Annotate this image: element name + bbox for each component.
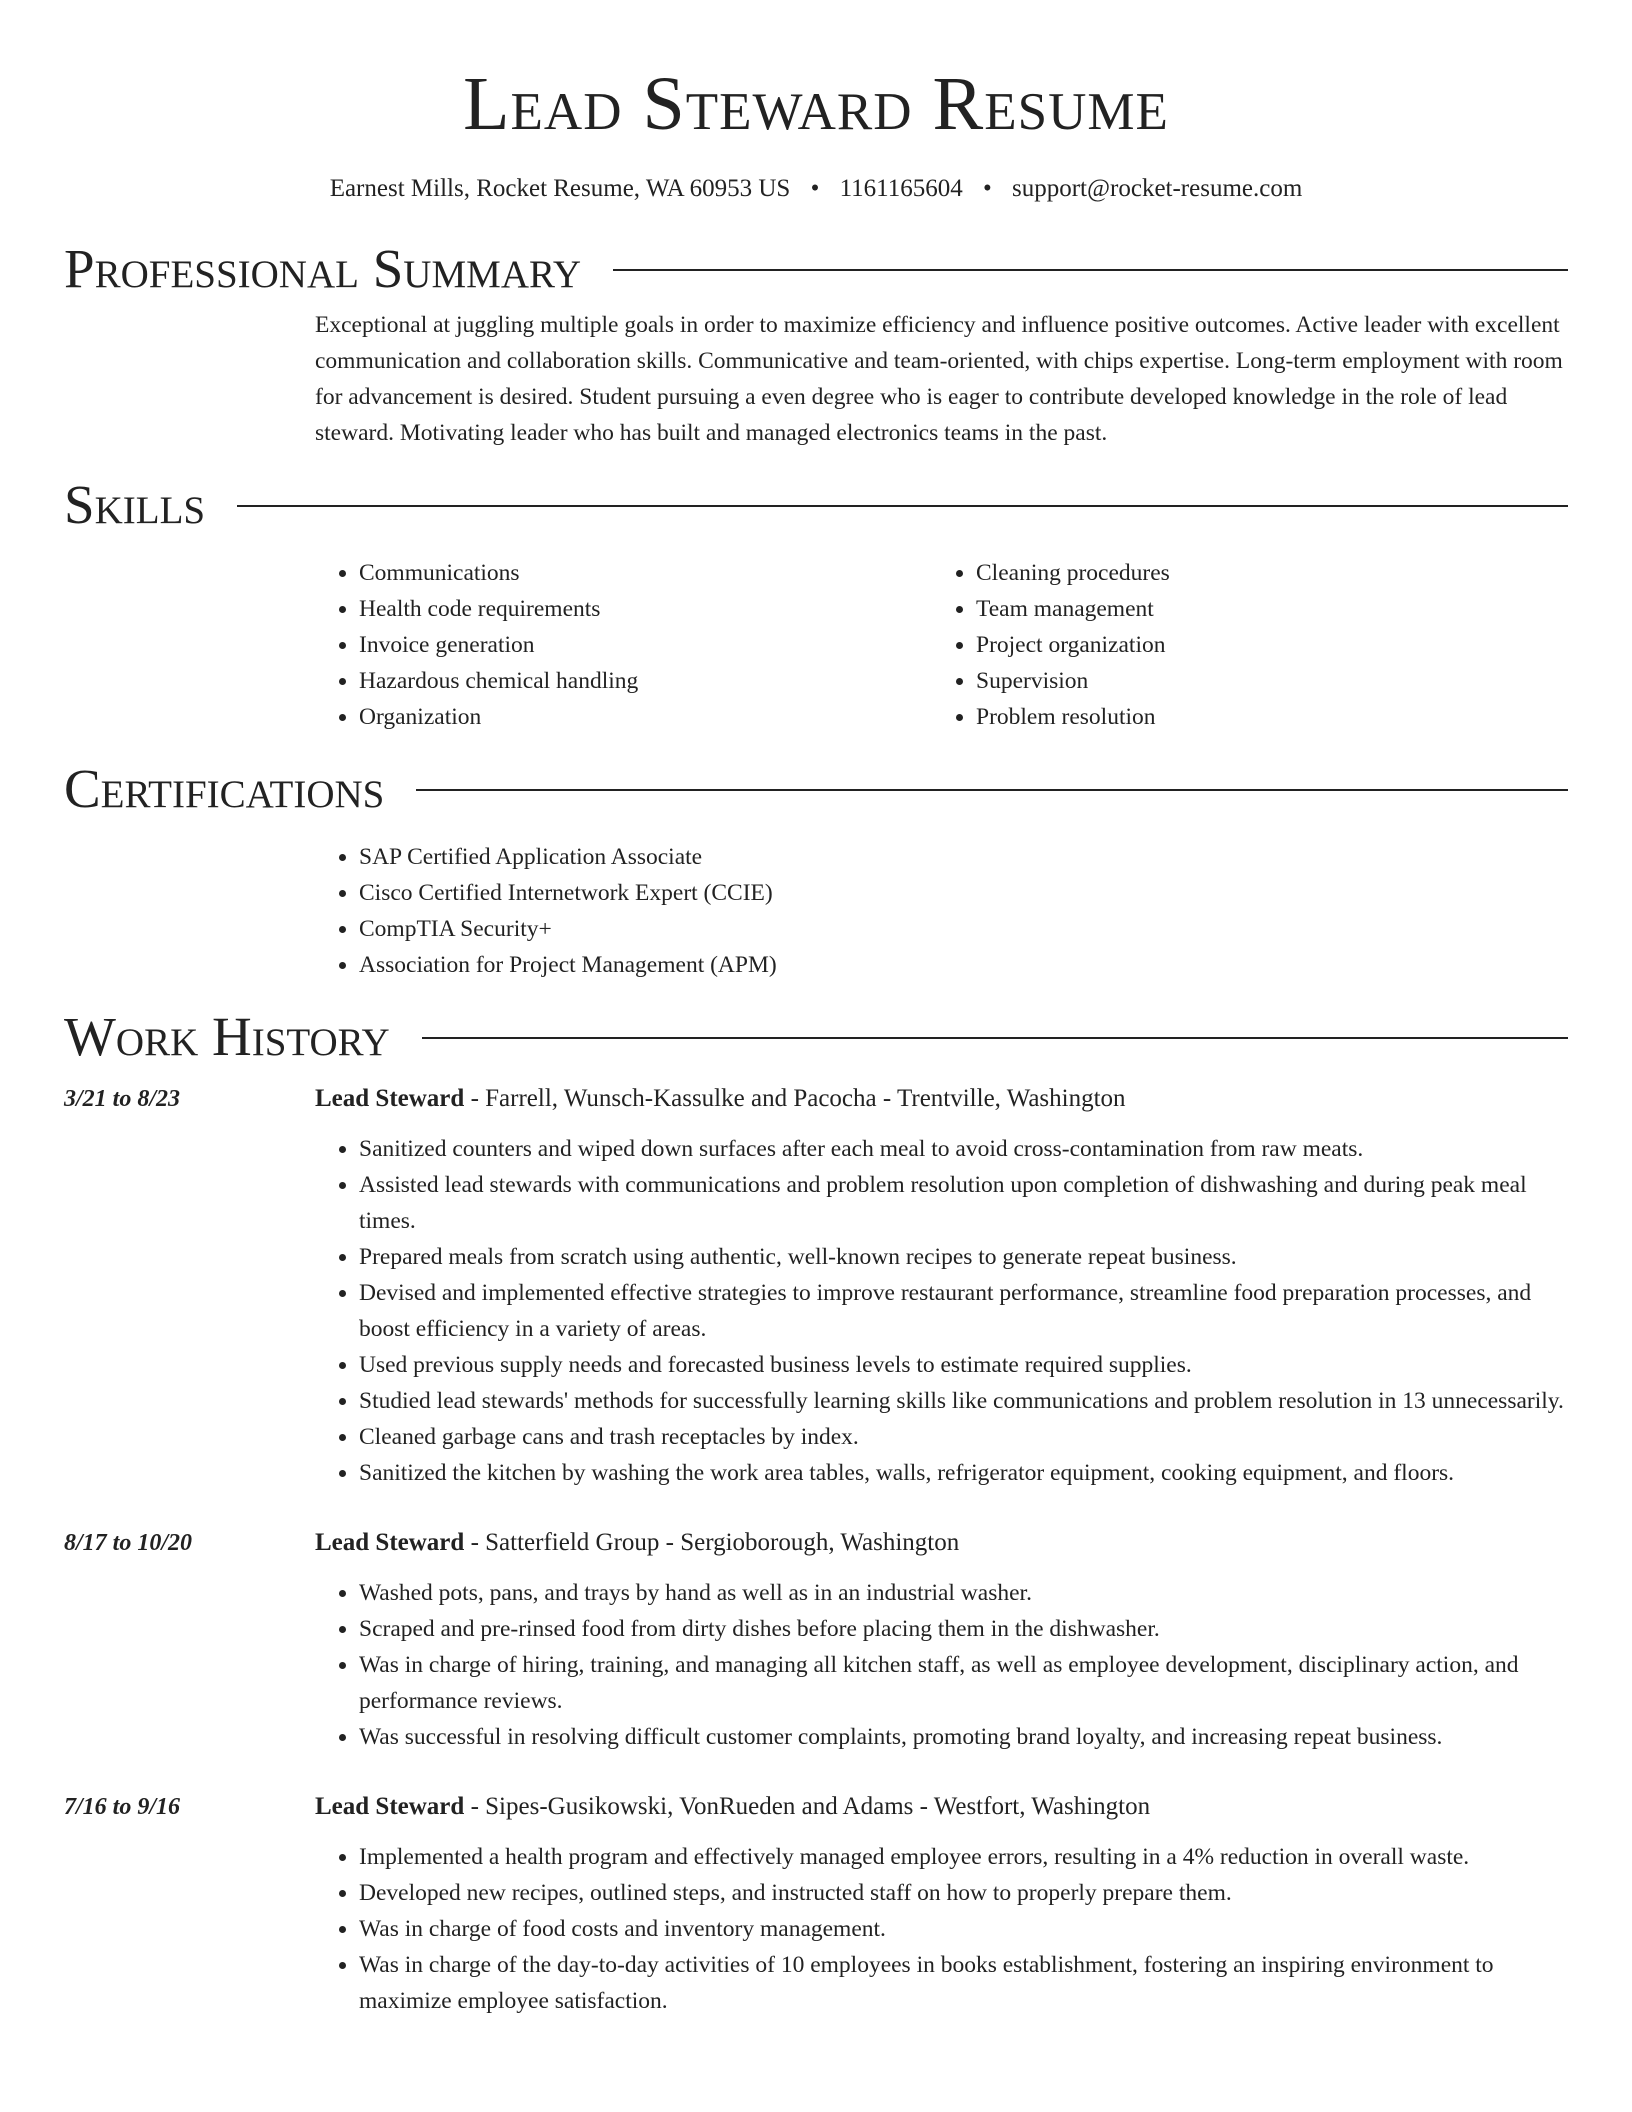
certifications-heading: Certifications bbox=[64, 758, 385, 819]
job-entry bbox=[64, 1525, 1568, 1755]
job-bullet: • Developed new recipes, outlined steps, and instructed staff on how to properly prepare them. bbox=[359, 1875, 1568, 1911]
contact-separator: • bbox=[810, 175, 820, 202]
job-details: - Satterfield Group - Sergioborough, Washington bbox=[464, 1529, 960, 1556]
job-heading bbox=[315, 1789, 1568, 1825]
job-entry bbox=[64, 1081, 1568, 1491]
job-bullet: • Was in charge of the day-to-day activities of 10 employees in books establishment, fostering an inspiring environment to maximize employee satisfaction. bbox=[359, 1947, 1568, 2019]
summary-text: Exceptional at juggling multiple goals in order to maximize efficiency and influence positive outcomes. Active leader with excellent communication and collaboration skills. Communicative and team-oriented, with chips expertise. Long-term employment with room for advancement is desired. Student pursuing a even degree who is eager to contribute developed knowledge in the role of lead steward. Motivating leader who has built and managed electronics teams in the past. bbox=[315, 312, 1563, 446]
section-divider bbox=[422, 1037, 1568, 1039]
certifications-list bbox=[315, 839, 1568, 983]
job-bullet: • Studied lead stewards' methods for successfully learning skills like communications and problem resolution in 13 unnecessarily. bbox=[359, 1383, 1568, 1419]
summary-heading: Professional Summary bbox=[64, 238, 582, 299]
job-title: Lead Steward bbox=[315, 1085, 465, 1112]
job-dates: 8/17 to 10/20 bbox=[64, 1530, 193, 1556]
job-dates: 7/16 to 9/16 bbox=[64, 1794, 181, 1820]
job-heading bbox=[315, 1525, 1568, 1561]
skill-item: • Problem resolution bbox=[976, 699, 1549, 735]
skills-section bbox=[315, 555, 1568, 735]
job-bullet: • Washed pots, pans, and trays by hand as well as in an industrial washer. bbox=[359, 1575, 1568, 1611]
job-header bbox=[64, 1081, 1568, 1117]
skills-grid bbox=[315, 555, 1568, 735]
job-bullet: • Cleaned garbage cans and trash receptacles by index. bbox=[359, 1419, 1568, 1455]
certifications-section-header bbox=[64, 759, 1568, 819]
job-heading bbox=[315, 1081, 1568, 1117]
job-entry bbox=[64, 1789, 1568, 2019]
job-bullets bbox=[315, 1131, 1568, 1491]
certification-item: • Association for Project Management (APM) bbox=[359, 947, 1568, 983]
job-bullets bbox=[315, 1839, 1568, 2019]
job-header bbox=[64, 1789, 1568, 1825]
job-bullet: • Was in charge of hiring, training, and managing all kitchen staff, as well as employee development, disciplinary action, and performance reviews. bbox=[359, 1647, 1568, 1719]
contact-address: Earnest Mills, Rocket Resume, WA 60953 US bbox=[329, 175, 791, 202]
skill-item: • Cleaning procedures bbox=[976, 555, 1549, 591]
certifications-section bbox=[315, 839, 1568, 983]
summary-section-header bbox=[64, 239, 1568, 299]
certification-item: • SAP Certified Application Associate bbox=[359, 839, 1568, 875]
section-divider bbox=[613, 269, 1568, 271]
job-bullet: • Was successful in resolving difficult customer complaints, promoting brand loyalty, and increasing repeat business. bbox=[359, 1719, 1568, 1755]
job-bullet: • Implemented a health program and effectively managed employee errors, resulting in a 4% reduction in overall waste. bbox=[359, 1839, 1568, 1875]
job-title: Lead Steward bbox=[315, 1529, 465, 1556]
skills-list-right bbox=[932, 555, 1549, 735]
job-bullet: • Scraped and pre-rinsed food from dirty dishes before placing them in the dishwasher. bbox=[359, 1611, 1568, 1647]
job-bullets bbox=[315, 1575, 1568, 1755]
job-bullet: • Devised and implemented effective strategies to improve restaurant performance, streamline food preparation processes, and boost efficiency in a variety of areas. bbox=[359, 1275, 1568, 1347]
job-dates: 3/21 to 8/23 bbox=[64, 1086, 181, 1112]
job-bullet: • Used previous supply needs and forecasted business levels to estimate required supplies. bbox=[359, 1347, 1568, 1383]
job-bullet: • Sanitized the kitchen by washing the work area tables, walls, refrigerator equipment, cooking equipment, and floors. bbox=[359, 1455, 1568, 1491]
job-title: Lead Steward bbox=[315, 1793, 465, 1820]
skills-list-left bbox=[315, 555, 932, 735]
skill-item: • Supervision bbox=[976, 663, 1549, 699]
section-divider bbox=[416, 789, 1568, 791]
contact-phone: 1161165604 bbox=[839, 175, 963, 202]
skill-item: • Invoice generation bbox=[359, 627, 932, 663]
certification-item: • Cisco Certified Internetwork Expert (CCIE) bbox=[359, 875, 1568, 911]
job-bullet: • Assisted lead stewards with communications and problem resolution upon completion of dishwashing and during peak meal times. bbox=[359, 1167, 1568, 1239]
skills-heading: Skills bbox=[64, 474, 206, 535]
section-divider bbox=[237, 505, 1568, 507]
skill-item: • Organization bbox=[359, 699, 932, 735]
skill-item: • Hazardous chemical handling bbox=[359, 663, 932, 699]
work-history-heading: Work History bbox=[64, 1006, 390, 1067]
contact-email: support@rocket-resume.com bbox=[1012, 175, 1303, 202]
job-bullet-list bbox=[315, 1131, 1568, 1491]
job-details: - Sipes-Gusikowski, VonRueden and Adams - Westfort, Washington bbox=[464, 1793, 1151, 1820]
skill-item: • Health code requirements bbox=[359, 591, 932, 627]
contact-line bbox=[64, 176, 1568, 201]
work-history-section-header bbox=[64, 1007, 1568, 1067]
job-details: - Farrell, Wunsch-Kassulke and Pacocha - Trentville, Washington bbox=[464, 1085, 1126, 1112]
skills-section-header bbox=[64, 475, 1568, 535]
job-bullet: • Was in charge of food costs and inventory management. bbox=[359, 1911, 1568, 1947]
skill-item: • Team management bbox=[976, 591, 1549, 627]
job-bullet-list bbox=[315, 1575, 1568, 1755]
certification-item: • CompTIA Security+ bbox=[359, 911, 1568, 947]
job-header bbox=[64, 1525, 1568, 1561]
contact-separator: • bbox=[982, 175, 992, 202]
job-bullet-list bbox=[315, 1839, 1568, 2019]
job-bullet: • Sanitized counters and wiped down surfaces after each meal to avoid cross-contamination from raw meats. bbox=[359, 1131, 1568, 1167]
summary-section bbox=[315, 307, 1568, 451]
resume-title: Lead Steward Resume bbox=[463, 62, 1169, 146]
skill-item: • Communications bbox=[359, 555, 932, 591]
resume-page bbox=[64, 0, 1568, 2019]
skill-item: • Project organization bbox=[976, 627, 1549, 663]
job-bullet: • Prepared meals from scratch using authentic, well-known recipes to generate repeat business. bbox=[359, 1239, 1568, 1275]
